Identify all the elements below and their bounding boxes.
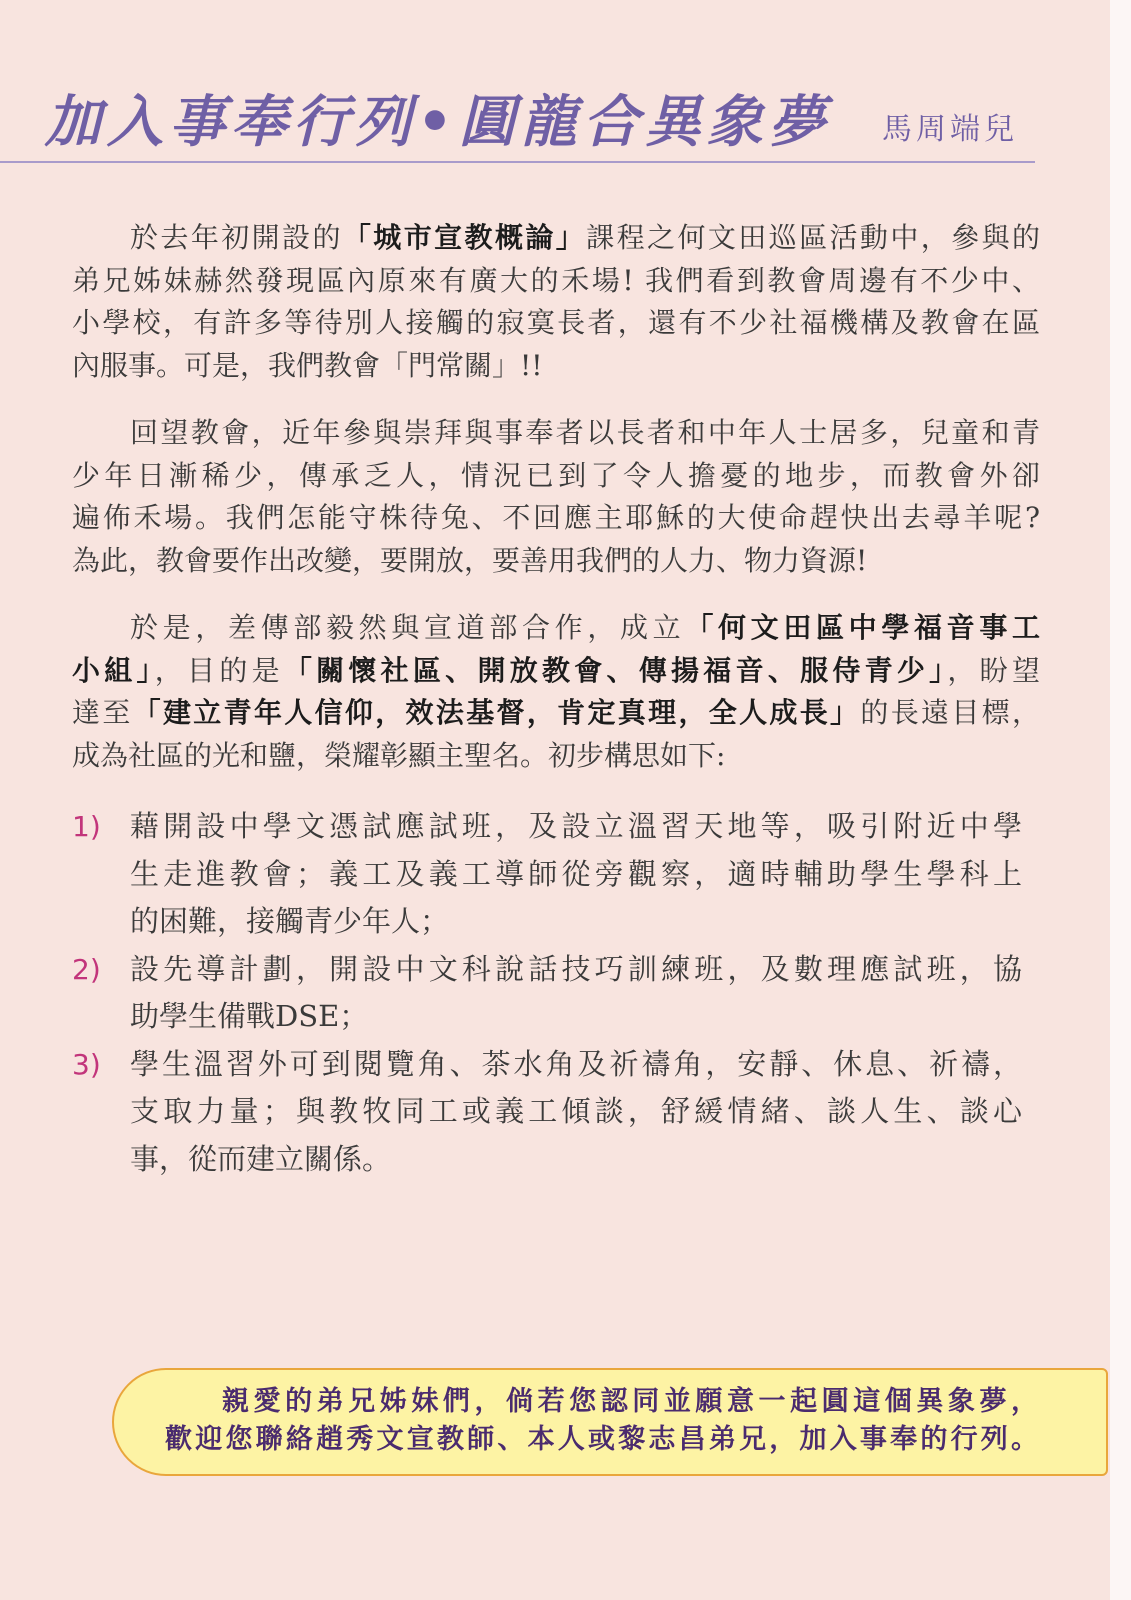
text-segment: 少年日漸稀少，傳承乏人，情況已到了令人擔憂的地步，而教會外卻 <box>72 458 1040 492</box>
list-item <box>72 946 1022 1041</box>
text-segment: 於去年初開設的 <box>130 221 343 254</box>
text-segment: 的長遠目標， <box>860 696 1040 729</box>
list-item-line: 學生溫習外可到閱覽角、茶水角及祈禱角，安靜、休息、祈禱， <box>130 1046 1022 1081</box>
list-item-line: 支取力量；與教牧同工或義工傾談，舒緩情緒、談人生、談心 <box>130 1094 1022 1128</box>
list-number: 1) <box>72 810 101 843</box>
paragraph-line <box>72 735 1040 778</box>
plan-list <box>72 803 1022 1183</box>
bold-phrase: 「何文田區中學福音事工 <box>685 611 1040 644</box>
text-segment: 小學校，有許多等待別人接觸的寂寞長者，還有不少社福機構及教會在區 <box>72 306 1040 339</box>
text-segment: 弟兄姊妹赫然發現區內原來有廣大的禾場! 我們看到教會周邊有不少中、 <box>72 263 1040 297</box>
text-segment: 成為社區的光和鹽，榮耀彰顯主聖名。初步構思如下: <box>72 738 726 772</box>
article-title: 加入事奉行列•圓龍合異象夢 <box>45 89 831 155</box>
list-item-line: 藉開設中學文憑試應試班，及設立溫習天地等，吸引附近中學 <box>130 809 1022 843</box>
paragraph-line <box>72 692 1040 735</box>
callout-line: 歡迎您聯絡趙秀文宣教師、本人或黎志昌弟兄，加入事奉的行列。 <box>165 1424 1038 1455</box>
text-segment: 達至 <box>72 696 133 729</box>
paragraph-line <box>72 260 1040 303</box>
author-name: 馬周端兒 <box>882 112 1018 147</box>
paragraph-line <box>72 607 1040 650</box>
article-paragraph <box>72 607 1040 777</box>
list-item-line: 事，從而建立關係。 <box>130 1141 392 1176</box>
text-segment: ，目的是 <box>154 653 284 687</box>
bold-phrase: 「建立青年人信仰，效法基督，肯定真理，全人成長」 <box>132 696 861 729</box>
paragraph-line <box>72 540 1040 583</box>
text-segment: 於是，差傳部毅然與宣道部合作，成立 <box>130 611 686 644</box>
text-segment: 內服事。可是，我們教會「門常關」!! <box>72 348 543 382</box>
list-item <box>72 803 1022 946</box>
list-number: 3) <box>72 1047 101 1081</box>
text-segment: 課程之何文田巡區活動中，參與的 <box>586 221 1040 254</box>
text-segment: 為此，教會要作出改變，要開放，要善用我們的人力、物力資源! <box>72 543 868 577</box>
title-divider <box>0 161 1035 163</box>
list-item-line: 生走進教會；義工及義工導師從旁觀察，適時輔助學生學科上 <box>130 856 1022 891</box>
paragraph-line <box>72 497 1040 540</box>
bold-phrase: 小組」 <box>72 653 155 687</box>
list-item-line: 的困難，接觸青少年人； <box>130 904 450 938</box>
callout-line: 親愛的弟兄姊妹們，倘若您認同並願意一起圓這個異象夢， <box>222 1386 1038 1417</box>
paragraph-line <box>72 650 1040 693</box>
paragraph-line <box>72 455 1040 498</box>
text-segment: 遍佈禾場。我們怎能守株待兔、不回應主耶穌的大使命趕快出去尋羊呢? <box>72 501 1040 534</box>
text-segment: ，盼望 <box>947 653 1040 687</box>
paragraph-line <box>72 217 1040 260</box>
list-item-line: 助學生備戰DSE； <box>130 999 369 1033</box>
text-segment: 回望教會，近年參與崇拜與事奉者以長者和中年人士居多，兒童和青 <box>130 416 1040 449</box>
paragraph-line <box>72 302 1040 345</box>
paragraph-line <box>72 345 1040 388</box>
bold-phrase: 「城市宣教概論」 <box>342 221 587 254</box>
paragraph-line <box>72 412 1040 455</box>
article-paragraph <box>72 412 1040 582</box>
page-edge <box>1110 0 1131 1600</box>
list-number: 2) <box>72 952 101 986</box>
list-item <box>72 1041 1022 1184</box>
bold-phrase: 「關懷社區、開放教會、傳揚福音、服侍青少」 <box>283 653 948 687</box>
article-paragraph <box>72 217 1040 387</box>
list-item-line: 設先導計劃，開設中文科說話技巧訓練班，及數理應試班，協 <box>130 951 1022 986</box>
